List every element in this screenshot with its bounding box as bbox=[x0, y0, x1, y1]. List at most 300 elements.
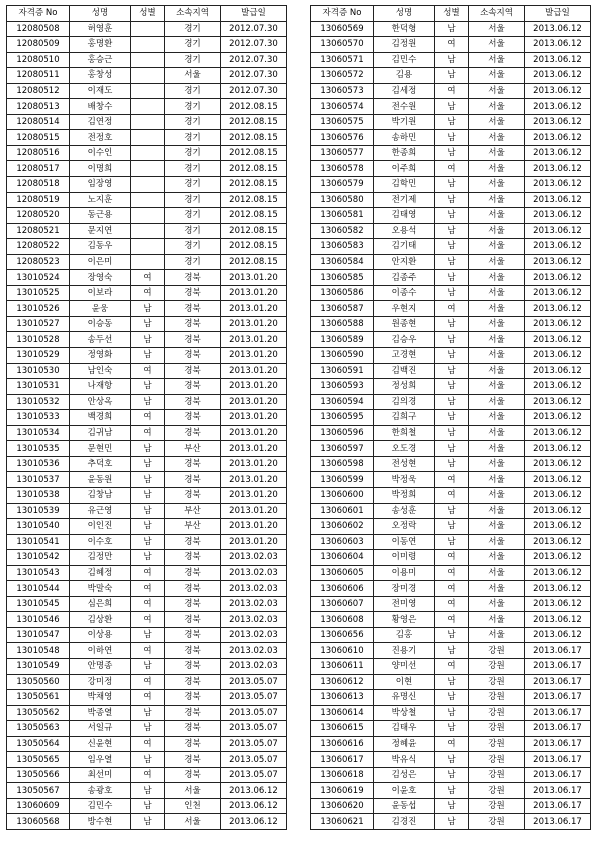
cell-gender: 여 bbox=[435, 658, 469, 674]
cell-region: 서울 bbox=[469, 99, 525, 115]
header-name: 성명 bbox=[70, 6, 131, 22]
cell-region: 경북 bbox=[165, 379, 221, 395]
header-region: 소속지역 bbox=[469, 6, 525, 22]
cell-cert-no: 13010528 bbox=[7, 332, 70, 348]
cell-gender: 남 bbox=[435, 68, 469, 84]
cell-region: 서울 bbox=[469, 456, 525, 472]
cell-issue-date: 2013.01.20 bbox=[221, 394, 287, 410]
cell-region: 부산 bbox=[165, 519, 221, 535]
cell-gender bbox=[131, 99, 165, 115]
header-name: 성명 bbox=[374, 6, 435, 22]
table-row bbox=[311, 456, 591, 472]
cell-issue-date: 2013.06.12 bbox=[525, 394, 591, 410]
cell-cert-no: 13050567 bbox=[7, 783, 70, 799]
cell-name: 김정만 bbox=[70, 550, 131, 566]
cell-issue-date: 2013.05.07 bbox=[221, 690, 287, 706]
cell-gender: 남 bbox=[435, 441, 469, 457]
cell-cert-no: 13050564 bbox=[7, 736, 70, 752]
cell-gender bbox=[131, 161, 165, 177]
table-row bbox=[311, 814, 591, 830]
cell-cert-no: 13060607 bbox=[311, 596, 374, 612]
cell-region: 강원 bbox=[469, 674, 525, 690]
cell-gender bbox=[131, 208, 165, 224]
table-row bbox=[311, 721, 591, 737]
cell-region: 강원 bbox=[469, 658, 525, 674]
cell-name: 이동연 bbox=[374, 534, 435, 550]
cell-name: 배창수 bbox=[70, 99, 131, 115]
table-row bbox=[7, 363, 287, 379]
cell-cert-no: 13060610 bbox=[311, 643, 374, 659]
cell-cert-no: 13010537 bbox=[7, 472, 70, 488]
table-row bbox=[311, 472, 591, 488]
cell-region: 강원 bbox=[469, 721, 525, 737]
table-row bbox=[7, 379, 287, 395]
table-row bbox=[311, 425, 591, 441]
cell-region: 서울 bbox=[469, 301, 525, 317]
cell-gender: 남 bbox=[435, 270, 469, 286]
cell-name: 심은희 bbox=[70, 596, 131, 612]
cell-name: 이명희 bbox=[70, 161, 131, 177]
cell-cert-no: 12080519 bbox=[7, 192, 70, 208]
cell-name: 이현 bbox=[374, 674, 435, 690]
cell-name: 전미영 bbox=[374, 596, 435, 612]
table-row bbox=[7, 99, 287, 115]
cell-cert-no: 13010524 bbox=[7, 270, 70, 286]
table-row bbox=[7, 441, 287, 457]
cell-name: 송하민 bbox=[374, 130, 435, 146]
cell-name: 김상환 bbox=[70, 612, 131, 628]
table-row bbox=[7, 332, 287, 348]
table-row bbox=[311, 83, 591, 99]
cell-region: 서울 bbox=[469, 332, 525, 348]
header-region: 소속지역 bbox=[165, 6, 221, 22]
cell-name: 박말숙 bbox=[70, 581, 131, 597]
cell-gender: 남 bbox=[435, 363, 469, 379]
cell-gender bbox=[131, 145, 165, 161]
cell-cert-no: 13010538 bbox=[7, 487, 70, 503]
table-row bbox=[311, 612, 591, 628]
cell-region: 서울 bbox=[469, 114, 525, 130]
table-row bbox=[311, 752, 591, 768]
cell-cert-no: 13060586 bbox=[311, 285, 374, 301]
cell-region: 경북 bbox=[165, 612, 221, 628]
table-row bbox=[311, 114, 591, 130]
cell-region: 경북 bbox=[165, 348, 221, 364]
cell-region: 서울 bbox=[469, 379, 525, 395]
cell-issue-date: 2013.06.12 bbox=[525, 534, 591, 550]
cell-gender: 남 bbox=[131, 503, 165, 519]
cell-cert-no: 13010549 bbox=[7, 658, 70, 674]
cell-region: 서울 bbox=[469, 425, 525, 441]
cell-region: 경기 bbox=[165, 161, 221, 177]
cell-cert-no: 13060579 bbox=[311, 177, 374, 193]
cell-gender: 남 bbox=[131, 332, 165, 348]
cell-issue-date: 2012.08.15 bbox=[221, 145, 287, 161]
table-row bbox=[7, 83, 287, 99]
cell-cert-no: 12080508 bbox=[7, 21, 70, 37]
cell-cert-no: 13060606 bbox=[311, 581, 374, 597]
cell-issue-date: 2013.06.17 bbox=[525, 643, 591, 659]
cell-cert-no: 13060582 bbox=[311, 223, 374, 239]
cell-name: 한희철 bbox=[374, 425, 435, 441]
header-cert-no: 자격증 No bbox=[7, 6, 70, 22]
table-row bbox=[311, 177, 591, 193]
cell-issue-date: 2013.01.20 bbox=[221, 503, 287, 519]
cell-cert-no: 13010542 bbox=[7, 550, 70, 566]
cell-gender: 여 bbox=[435, 487, 469, 503]
table-row bbox=[7, 658, 287, 674]
table-row bbox=[311, 192, 591, 208]
cell-name: 이은미 bbox=[70, 254, 131, 270]
cell-gender: 남 bbox=[435, 208, 469, 224]
cell-issue-date: 2013.01.20 bbox=[221, 301, 287, 317]
cell-gender: 남 bbox=[131, 814, 165, 830]
table-row bbox=[7, 456, 287, 472]
table-row bbox=[7, 612, 287, 628]
cell-gender: 남 bbox=[435, 130, 469, 146]
cell-region: 경기 bbox=[165, 223, 221, 239]
cell-gender: 남 bbox=[435, 410, 469, 426]
cell-cert-no: 13060620 bbox=[311, 798, 374, 814]
cell-gender: 여 bbox=[435, 301, 469, 317]
table-row bbox=[7, 161, 287, 177]
cell-gender: 남 bbox=[131, 798, 165, 814]
table-row bbox=[311, 363, 591, 379]
cell-region: 서울 bbox=[469, 550, 525, 566]
header-issue-date: 발급일 bbox=[221, 6, 287, 22]
cell-cert-no: 12080523 bbox=[7, 254, 70, 270]
cell-region: 경북 bbox=[165, 487, 221, 503]
table-row bbox=[311, 441, 591, 457]
cell-region: 경기 bbox=[165, 254, 221, 270]
cell-cert-no: 12080522 bbox=[7, 239, 70, 255]
table-row bbox=[7, 503, 287, 519]
cell-name: 송두선 bbox=[70, 332, 131, 348]
header-gender: 성별 bbox=[131, 6, 165, 22]
cell-name: 이윤호 bbox=[374, 783, 435, 799]
cell-gender: 남 bbox=[435, 223, 469, 239]
cell-issue-date: 2013.06.12 bbox=[525, 410, 591, 426]
cell-region: 강원 bbox=[469, 783, 525, 799]
cell-issue-date: 2013.02.03 bbox=[221, 581, 287, 597]
cell-issue-date: 2013.06.12 bbox=[525, 208, 591, 224]
cell-issue-date: 2012.08.15 bbox=[221, 239, 287, 255]
cell-cert-no: 13050562 bbox=[7, 705, 70, 721]
cell-name: 박기원 bbox=[374, 114, 435, 130]
cell-cert-no: 13060616 bbox=[311, 736, 374, 752]
cell-gender bbox=[131, 37, 165, 53]
cell-name: 유근영 bbox=[70, 503, 131, 519]
cell-gender: 남 bbox=[131, 705, 165, 721]
cell-gender: 남 bbox=[435, 705, 469, 721]
cell-region: 경북 bbox=[165, 301, 221, 317]
cell-gender: 남 bbox=[131, 721, 165, 737]
cell-name: 이하연 bbox=[70, 643, 131, 659]
cell-region: 경북 bbox=[165, 394, 221, 410]
cell-issue-date: 2013.06.12 bbox=[525, 519, 591, 535]
cell-name: 추덕호 bbox=[70, 456, 131, 472]
table-row bbox=[7, 68, 287, 84]
cell-issue-date: 2013.06.12 bbox=[525, 348, 591, 364]
cell-gender: 남 bbox=[435, 52, 469, 68]
cell-cert-no: 12080515 bbox=[7, 130, 70, 146]
cell-name: 이종수 bbox=[374, 285, 435, 301]
cell-issue-date: 2013.06.12 bbox=[525, 379, 591, 395]
cell-region: 경북 bbox=[165, 285, 221, 301]
cell-cert-no: 12080516 bbox=[7, 145, 70, 161]
cell-name: 김경진 bbox=[374, 814, 435, 830]
cell-name: 남인숙 bbox=[70, 363, 131, 379]
cell-region: 서울 bbox=[469, 348, 525, 364]
cell-cert-no: 13010541 bbox=[7, 534, 70, 550]
cell-name: 임장영 bbox=[70, 177, 131, 193]
table-row bbox=[7, 674, 287, 690]
cell-region: 서울 bbox=[469, 612, 525, 628]
cell-region: 서울 bbox=[469, 363, 525, 379]
table-header-row bbox=[7, 6, 287, 22]
cell-gender: 남 bbox=[435, 145, 469, 161]
cell-name: 신윤현 bbox=[70, 736, 131, 752]
cell-name: 고경현 bbox=[374, 348, 435, 364]
cell-region: 서울 bbox=[469, 534, 525, 550]
cell-cert-no: 13060609 bbox=[7, 798, 70, 814]
table-row bbox=[311, 270, 591, 286]
cell-cert-no: 13060570 bbox=[311, 37, 374, 53]
table-row bbox=[7, 736, 287, 752]
table-row bbox=[311, 565, 591, 581]
cell-cert-no: 13060585 bbox=[311, 270, 374, 286]
cell-cert-no: 13060595 bbox=[311, 410, 374, 426]
cell-issue-date: 2013.01.20 bbox=[221, 519, 287, 535]
cell-region: 강원 bbox=[469, 752, 525, 768]
table-row bbox=[7, 394, 287, 410]
cell-issue-date: 2013.06.12 bbox=[525, 145, 591, 161]
cell-issue-date: 2013.01.20 bbox=[221, 487, 287, 503]
table-row bbox=[7, 285, 287, 301]
cell-cert-no: 13010532 bbox=[7, 394, 70, 410]
cell-issue-date: 2013.05.07 bbox=[221, 721, 287, 737]
cell-name: 허영훈 bbox=[70, 21, 131, 37]
table-row bbox=[311, 145, 591, 161]
table-row bbox=[311, 550, 591, 566]
cell-region: 서울 bbox=[469, 519, 525, 535]
cell-name: 박정욱 bbox=[374, 472, 435, 488]
cell-name: 한종희 bbox=[374, 145, 435, 161]
cell-cert-no: 13010529 bbox=[7, 348, 70, 364]
cell-name: 박종열 bbox=[70, 705, 131, 721]
cell-name: 윤동원 bbox=[70, 472, 131, 488]
table-row bbox=[7, 705, 287, 721]
cell-cert-no: 13060581 bbox=[311, 208, 374, 224]
cell-issue-date: 2012.08.15 bbox=[221, 161, 287, 177]
table-row bbox=[7, 52, 287, 68]
cell-cert-no: 13010548 bbox=[7, 643, 70, 659]
cell-gender: 남 bbox=[435, 519, 469, 535]
cell-cert-no: 13060587 bbox=[311, 301, 374, 317]
table-row bbox=[7, 534, 287, 550]
header-cert-no: 자격증 No bbox=[311, 6, 374, 22]
cell-gender: 남 bbox=[435, 394, 469, 410]
cell-name: 김승우 bbox=[374, 332, 435, 348]
cell-gender: 여 bbox=[131, 690, 165, 706]
cell-region: 경북 bbox=[165, 690, 221, 706]
cell-issue-date: 2013.06.12 bbox=[221, 798, 287, 814]
cell-gender bbox=[131, 21, 165, 37]
cell-issue-date: 2013.06.12 bbox=[525, 581, 591, 597]
cell-cert-no: 13010526 bbox=[7, 301, 70, 317]
cell-name: 서일규 bbox=[70, 721, 131, 737]
table-row bbox=[311, 487, 591, 503]
cell-name: 유명신 bbox=[374, 690, 435, 706]
cell-issue-date: 2013.02.03 bbox=[221, 596, 287, 612]
table-row bbox=[311, 68, 591, 84]
cell-cert-no: 13010531 bbox=[7, 379, 70, 395]
cell-region: 서울 bbox=[469, 410, 525, 426]
cell-issue-date: 2013.06.12 bbox=[525, 285, 591, 301]
cell-issue-date: 2013.06.17 bbox=[525, 674, 591, 690]
cell-name: 장영숙 bbox=[70, 270, 131, 286]
cell-issue-date: 2013.02.03 bbox=[221, 627, 287, 643]
cell-region: 경북 bbox=[165, 658, 221, 674]
cell-gender: 남 bbox=[131, 348, 165, 364]
cell-name: 김동우 bbox=[70, 239, 131, 255]
table-row bbox=[311, 239, 591, 255]
cell-region: 경북 bbox=[165, 705, 221, 721]
cell-cert-no: 13060580 bbox=[311, 192, 374, 208]
cell-cert-no: 12080512 bbox=[7, 83, 70, 99]
table-row bbox=[7, 254, 287, 270]
cell-issue-date: 2013.06.12 bbox=[525, 627, 591, 643]
table-row bbox=[7, 814, 287, 830]
cell-region: 강원 bbox=[469, 643, 525, 659]
cell-gender: 남 bbox=[131, 301, 165, 317]
table-row bbox=[311, 410, 591, 426]
cell-name: 오도경 bbox=[374, 441, 435, 457]
cell-gender: 남 bbox=[131, 783, 165, 799]
table-row bbox=[311, 705, 591, 721]
cell-issue-date: 2013.01.20 bbox=[221, 270, 287, 286]
table-row bbox=[311, 643, 591, 659]
table-row bbox=[311, 301, 591, 317]
cell-name: 김학민 bbox=[374, 177, 435, 193]
cell-name: 김홍 bbox=[374, 627, 435, 643]
cell-region: 인천 bbox=[165, 798, 221, 814]
cell-region: 경기 bbox=[165, 114, 221, 130]
table-row bbox=[311, 37, 591, 53]
cell-name: 백경희 bbox=[70, 410, 131, 426]
cell-name: 강미정 bbox=[70, 674, 131, 690]
cell-issue-date: 2013.06.12 bbox=[525, 177, 591, 193]
cell-cert-no: 13060605 bbox=[311, 565, 374, 581]
cell-name: 이인진 bbox=[70, 519, 131, 535]
cell-gender: 남 bbox=[435, 643, 469, 659]
cell-issue-date: 2013.01.20 bbox=[221, 285, 287, 301]
cell-region: 서울 bbox=[469, 581, 525, 597]
cell-name: 안명종 bbox=[70, 658, 131, 674]
cell-region: 서울 bbox=[469, 596, 525, 612]
left-certificate-table bbox=[6, 5, 287, 830]
table-row bbox=[311, 130, 591, 146]
cell-gender bbox=[131, 114, 165, 130]
table-row bbox=[311, 674, 591, 690]
cell-cert-no: 13060569 bbox=[311, 21, 374, 37]
cell-region: 서울 bbox=[165, 783, 221, 799]
table-row bbox=[311, 658, 591, 674]
table-row bbox=[7, 690, 287, 706]
cell-name: 양미선 bbox=[374, 658, 435, 674]
cell-region: 서울 bbox=[469, 37, 525, 53]
table-row bbox=[311, 285, 591, 301]
table-row bbox=[7, 145, 287, 161]
table-row bbox=[7, 627, 287, 643]
cell-gender: 남 bbox=[435, 752, 469, 768]
table-row bbox=[7, 410, 287, 426]
cell-issue-date: 2013.06.17 bbox=[525, 705, 591, 721]
cell-name: 전수원 bbox=[374, 99, 435, 115]
cell-name: 전성현 bbox=[374, 456, 435, 472]
cell-issue-date: 2013.01.20 bbox=[221, 456, 287, 472]
cell-cert-no: 13010546 bbox=[7, 612, 70, 628]
cell-gender bbox=[131, 68, 165, 84]
table-row bbox=[311, 316, 591, 332]
cell-issue-date: 2012.07.30 bbox=[221, 37, 287, 53]
cell-gender bbox=[131, 223, 165, 239]
cell-region: 경북 bbox=[165, 410, 221, 426]
cell-region: 서울 bbox=[469, 503, 525, 519]
cell-issue-date: 2013.06.12 bbox=[525, 503, 591, 519]
cell-issue-date: 2013.06.12 bbox=[221, 814, 287, 830]
cell-gender: 남 bbox=[131, 487, 165, 503]
cell-region: 경북 bbox=[165, 456, 221, 472]
table-row bbox=[311, 379, 591, 395]
cell-gender: 여 bbox=[131, 596, 165, 612]
cell-region: 강원 bbox=[469, 690, 525, 706]
cell-name: 박정희 bbox=[374, 487, 435, 503]
cell-gender: 남 bbox=[435, 674, 469, 690]
cell-cert-no: 13010545 bbox=[7, 596, 70, 612]
cell-issue-date: 2013.06.12 bbox=[525, 37, 591, 53]
cell-cert-no: 13060583 bbox=[311, 239, 374, 255]
cell-name: 정성희 bbox=[374, 379, 435, 395]
table-row bbox=[7, 581, 287, 597]
cell-gender: 남 bbox=[435, 114, 469, 130]
cell-cert-no: 12080510 bbox=[7, 52, 70, 68]
table-row bbox=[7, 239, 287, 255]
cell-issue-date: 2013.05.07 bbox=[221, 674, 287, 690]
cell-issue-date: 2013.06.12 bbox=[525, 425, 591, 441]
cell-gender: 남 bbox=[435, 239, 469, 255]
cell-issue-date: 2013.01.20 bbox=[221, 472, 287, 488]
cell-cert-no: 13060588 bbox=[311, 316, 374, 332]
cell-cert-no: 12080520 bbox=[7, 208, 70, 224]
cell-region: 서울 bbox=[469, 441, 525, 457]
cell-issue-date: 2013.06.12 bbox=[221, 783, 287, 799]
cell-issue-date: 2013.06.12 bbox=[525, 612, 591, 628]
cell-cert-no: 13060601 bbox=[311, 503, 374, 519]
table-row bbox=[7, 519, 287, 535]
cell-gender: 남 bbox=[435, 627, 469, 643]
cell-name: 황영은 bbox=[374, 612, 435, 628]
cell-gender: 남 bbox=[131, 658, 165, 674]
table-row bbox=[311, 690, 591, 706]
cell-region: 강원 bbox=[469, 736, 525, 752]
cell-gender: 남 bbox=[435, 425, 469, 441]
cell-name: 송성훈 bbox=[374, 503, 435, 519]
cell-gender: 남 bbox=[131, 379, 165, 395]
cell-gender: 여 bbox=[131, 270, 165, 286]
table-row bbox=[311, 21, 591, 37]
table-row bbox=[7, 37, 287, 53]
